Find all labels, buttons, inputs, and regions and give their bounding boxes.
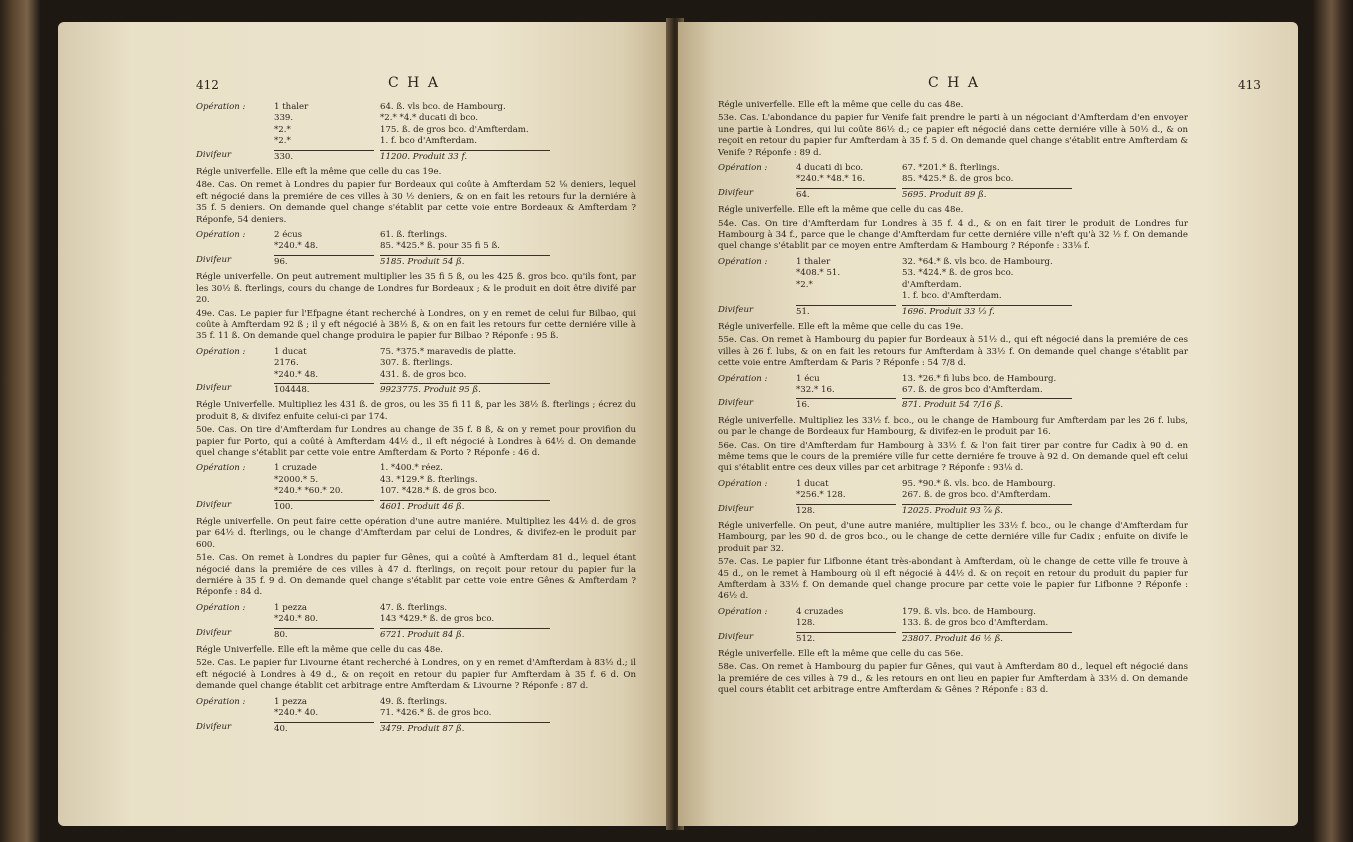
paragraph: 50e. Cas. On tire d'Amfterdam fur Londres au change de 35 f. 8 ß, & on y remet pour provifion du papier fur Porto, qui a coûté à Amfterdam 44½ d., il eft négocié à Londres à 64½ d. On demande quel change s'établit par cette voie entre Amfterdam & Porto ? Réponfe : 46 d. <box>196 425 636 458</box>
right-page-text <box>718 98 1188 697</box>
divisor-value: 64. <box>796 188 896 201</box>
paragraph: Régle univerfelle. On peut faire cette opération d'une autre maniére. Multipliez les 44½ d. de gros par 64½ d. fterlings, ou le change d'Amfterdam par celui de Londres, & divifez-en le produit par 600. <box>196 517 636 550</box>
paragraph: 57e. Cas. Le papier fur Lifbonne étant très-abondant à Amfterdam, où le change de cette ville fe trouve à 45 d., on le remet à Hambourg où il eft négocié à 44½ d. & on reçoit en retour du produit du papier fur Amfterdam à 33½ f. On demande quel change procure par cette voie le papier fur Lifbonne ? Réponfe : 46½ d. <box>718 557 1188 602</box>
divisor-value: 96. <box>274 255 374 268</box>
paragraph: Régle univerfelle. On peut, d'une autre maniére, multiplier les 33½ f. bco., ou le change d'Amfterdam fur Hambourg, par les 90 d. de gros bco., ou le change de cette derniére ville fur Cadix ; enfuite on divife le produit par 32. <box>718 521 1188 554</box>
operation-left-column: 4 ducati di bco. *240.* *48.* 16. <box>796 163 866 185</box>
product-result: 23807. Produit 46 ½ ß. <box>902 632 1072 645</box>
paragraph: 58e. Cas. On remet à Hambourg du papier fur Gênes, qui vaut à Amfterdam 80 d., lequel eft négocié dans la premiére de ces villes à 79 d., & les retours en ont lieu en papier fur Amfterdam à 33½ d. On demande quel cours établit cet arbitrage entre Amfterdam & Gênes ? Réponfe : 83 d. <box>718 662 1188 696</box>
paragraph: Régle univerfelle. Elle eft la même que celle du cas 48e. <box>718 205 964 216</box>
paragraph: 55e. Cas. On remet à Hambourg du papier fur Bordeaux à 51½ d., qui eft négocié dans la premiére de ces villes à 26 f. lubs, & on en fait les retours fur Amfterdam à 33½ f. On demande quel change s'établit par cette voie entre Amfterdam & Paris ? Réponfe : 54 7/8 d. <box>718 335 1188 369</box>
divisor-value: 100. <box>274 500 374 513</box>
divisor-value: 104448. <box>274 383 374 396</box>
divisor-label: Divifeur <box>718 304 754 315</box>
paragraph: 53e. Cas. L'abondance du papier fur Venife fait prendre le parti à un négociant d'Amfterdam d'en envoyer une partie à Londres, qui lui coûte 86½ d.; ce papier eft négocié dans cette derniére ville à 50½ d., & on reçoit en retour du papier fur Amfterdam à 35 f. 5 d. On demande quel change s'établit entre Amfterdam & Venife ? Réponfe : 89 d. <box>718 113 1188 158</box>
product-result: 4601. Produit 46 ß. <box>380 500 550 513</box>
divisor-label: Divifeur <box>718 187 754 198</box>
divisor-row <box>718 632 1188 645</box>
paragraph: Régle univerfelle. Elle eft la même que celle du cas 48e. <box>718 100 964 110</box>
operation-right-column: 61. ß. fterlings. 85. *425.* ß. pour 35 fi 5 ß. <box>380 230 500 252</box>
divisor-value: 512. <box>796 632 896 645</box>
paragraph: Régle Univerfelle. Elle eft la même que celle du cas 48e. <box>196 645 444 656</box>
divisor-value: 16. <box>796 398 896 411</box>
divisor-label: Divifeur <box>196 627 232 638</box>
operation-label: Opération : <box>196 602 246 613</box>
running-head-right: C H A <box>928 75 980 91</box>
operation-left-column: 1 pezza *240.* 40. <box>274 696 319 719</box>
product-result: 5185. Produit 54 ß. <box>380 255 550 268</box>
operation-label: Opération : <box>196 463 246 474</box>
operation-label: Opération : <box>718 256 768 267</box>
operation-block <box>718 374 1188 397</box>
operation-left-column: 1 écu *32.* 16. <box>796 373 835 395</box>
divisor-row <box>196 628 636 641</box>
divisor-row <box>196 150 636 163</box>
operation-label: Opération : <box>196 230 246 241</box>
divisor-label: Divifeur <box>196 254 232 265</box>
divisor-label: Divifeur <box>718 398 754 409</box>
operation-block <box>718 163 1188 186</box>
divisor-row <box>718 504 1188 517</box>
operation-block <box>718 607 1188 630</box>
paragraph: Régle univerfelle. Elle eft la même que celle du cas 19e. <box>718 321 964 332</box>
operation-right-column: 32. *64.* ß. vls bco. de Hambourg. 53. *424.* ß. de gros bco. d'Amfterdam. 1. f. bco. d'Amfterdam. <box>902 256 1053 302</box>
divisor-value: 40. <box>274 722 374 735</box>
operation-right-column: 13. *26.* fi lubs bco. de Hambourg. 67. ß. de gros bco d'Amfterdam. <box>902 373 1057 395</box>
operation-left-column: 1 ducat 2176. *240.* 48. <box>274 346 319 380</box>
page-number-right: 413 <box>1238 78 1261 92</box>
operation-label: Opération : <box>196 346 246 357</box>
operation-right-column: 1. *400.* réez. 43. *129.* ß. fterlings. 107. *428.* ß. de gros bco. <box>380 463 497 497</box>
operation-right-column: 179. ß. vls. bco. de Hambourg. 133. ß. de gros bco d'Amfterdam. <box>902 606 1049 629</box>
operation-right-column: 49. ß. fterlings. 71. *426.* ß. de gros bco. <box>380 696 492 719</box>
page-number-left: 412 <box>196 78 219 92</box>
divisor-row <box>196 500 636 513</box>
divisor-row <box>718 188 1188 201</box>
divisor-label: Divifeur <box>196 721 232 732</box>
operation-right-column: 67. *201.* ß. fterlings. 85. *425.* ß. de gros bco. <box>902 163 1014 185</box>
product-result: 1696. Produit 33 ⅓ f. <box>902 305 1072 318</box>
paragraph: 54e. Cas. On tire d'Amfterdam fur Londres à 35 f. 4 d., & on en fait tirer le produit de Londres fur Hambourg à 34 f., parce que le change d'Amfterdam fur cette derniére ville n'eft qu'à 32 ½ f. On demande quel change s'établit par ce moyen entre Amfterdam & Hambourg ? Réponfe : 33⅛ f. <box>718 218 1188 252</box>
paragraph: 48e. Cas. On remet à Londres du papier fur Bordeaux qui coûte à Amfterdam 52 ⅛ deniers, lequel eft négocié dans la premiére de ces villes à 30 ½ deniers, & on en fait les retours fur la derniére à 35 f. 5 deniers. On demande quel change s'établit par cette voie entre Bordeaux & Amfterdam ? Réponfe, 54 deniers. <box>196 180 636 225</box>
operation-left-column: 1 pezza *240.* 80. <box>274 602 319 625</box>
product-result: 6721. Produit 84 ß. <box>380 628 550 641</box>
product-result: 9923775. Produit 95 ß. <box>380 383 550 396</box>
paragraph: 56e. Cas. On tire d'Amfterdam fur Hambourg à 33½ f. & l'on fait tirer par contre fur Cadix à 90 d. en même tems que le cours de la premiére ville fur cette derniére fe trouve à 92 d. On demande quel eft celui qui s'établit entre ces deux villes par cet arbitrage ? Réponfe : 93⅛ d. <box>718 440 1188 474</box>
paragraph: 52e. Cas. Le papier fur Livourne étant recherché à Londres, on y en remet d'Amfterdam à 83½ d.; il eft négocié à Londres à 49 d., & on reçoit en retour du papier fur Amfterdam à 35 f. 6 d. On demande quel change établit cet arbitrage entre Amfterdam & Livourne ? Réponfe : 87 d. <box>196 658 636 692</box>
divisor-label: Divifeur <box>196 499 232 510</box>
operation-left-column: 1 thaler *408.* 51. *2.* <box>796 256 841 290</box>
divisor-label: Divifeur <box>196 149 232 160</box>
operation-block <box>196 697 636 720</box>
operation-block <box>718 479 1188 502</box>
operation-block <box>196 463 636 497</box>
operation-left-column: 2 écus *240.* 48. <box>274 230 319 252</box>
right-page <box>678 22 1298 826</box>
divisor-label: Divifeur <box>718 631 754 642</box>
operation-right-column: 64. ß. vls bco. de Hambourg. *2.* *4.* ducati di bco. 175. ß. de gros bco. d'Amfterdam. 1. f. bco d'Amfterdam. <box>380 102 529 147</box>
divisor-row <box>718 398 1188 411</box>
operation-label: Opération : <box>196 696 246 707</box>
divisor-label: Divifeur <box>196 382 232 393</box>
product-result: 12025. Produit 93 ⅞ ß. <box>902 504 1072 517</box>
divisor-row <box>196 255 636 268</box>
operation-block <box>196 603 636 626</box>
running-head-left: C H A <box>388 75 440 91</box>
divisor-row <box>196 383 636 396</box>
operation-left-column: 1 ducat *256.* 128. <box>796 478 846 501</box>
operation-label: Opération : <box>718 163 768 174</box>
operation-block <box>196 102 636 148</box>
paragraph: Régle univerfelle. Elle eft la même que celle du cas 56e. <box>718 649 964 660</box>
operation-label: Opération : <box>718 373 768 384</box>
left-page-text <box>196 98 636 739</box>
divisor-value: 330. <box>274 150 374 163</box>
operation-right-column: 47. ß. fterlings. 143 *429.* ß. de gros bco. <box>380 602 495 625</box>
paragraph: Régle univerfelle. Multipliez les 33½ f. bco., ou le change de Hambourg fur Amfterdam par les 26 f. lubs, ou par le change de Bordeaux fur Hambourg, & divifez-en le produit par 16. <box>718 415 1188 438</box>
paragraph: Régle univerfelle. On peut autrement multiplier les 35 fi 5 ß, ou les 425 ß. gros bco. qu'ils font, par les 30½ ß. fterlings, cours du change de Londres fur Bordeaux ; & le produit en doit être divifé par 20. <box>196 272 636 306</box>
product-result: 871. Produit 54 7/16 ß. <box>902 398 1072 411</box>
paragraph: 49e. Cas. Le papier fur l'Efpagne étant recherché à Londres, on y en remet de celui fur Bilbao, qui coûte à Amfterdam 92 ß ; il y eft négocié à 38½ ß, & on en fait les retours fur cette derniére ville à 35 f. 11 ß. On demande quel change produira le papier fur Bilbao ? Réponfe : 95 ß. <box>196 308 636 342</box>
operation-label: Opération : <box>196 102 246 112</box>
left-page <box>58 22 672 826</box>
paragraph: 51e. Cas. On remet à Londres du papier fur Gênes, qui a coûté à Amfterdam 81 d., lequel étant négocié dans la premiére de ces villes à 47 d. fterlings, on reçoit pour retour du papier fur la derniére à 35 f. 9 d. On demande quel change s'établit par cette voie entre Gênes & Amfterdam ? Réponfe : 84 d. <box>196 553 636 598</box>
divisor-value: 51. <box>796 305 896 318</box>
operation-right-column: 75. *375.* maravedis de platte. 307. ß. fterlings. 431. ß. de gros bco. <box>380 346 517 380</box>
divisor-row <box>196 722 636 735</box>
paragraph: Régle univerfelle. Elle eft la même que celle du cas 19e. <box>196 167 442 178</box>
product-result: 11200. Produit 33 f. <box>380 150 550 163</box>
divisor-value: 80. <box>274 628 374 641</box>
product-result: 5695. Produit 89 ß. <box>902 188 1072 201</box>
divisor-label: Divifeur <box>718 503 754 514</box>
operation-label: Opération : <box>718 478 768 489</box>
operation-left-column: 4 cruzades 128. <box>796 606 844 629</box>
operation-block <box>196 230 636 253</box>
operation-left-column: 1 cruzade *2000.* 5. *240.* *60.* 20. <box>274 463 344 497</box>
operation-block <box>196 347 636 381</box>
operation-left-column: 1 thaler 339. *2.* *2.* <box>274 102 309 147</box>
paragraph: Régle Univerfelle. Multipliez les 431 ß. de gros, ou les 35 fi 11 ß, par les 38½ ß. fterlings ; écrez du produit 8, & divifez enfuite celui-ci par 174. <box>196 400 636 422</box>
operation-right-column: 95. *90.* ß. vls. bco. de Hambourg. 267. ß. de gros bco. d'Amfterdam. <box>902 478 1056 501</box>
operation-block <box>718 257 1188 303</box>
operation-label: Opération : <box>718 606 768 617</box>
divisor-value: 128. <box>796 504 896 517</box>
divisor-row <box>718 305 1188 318</box>
product-result: 3479. Produit 87 ß. <box>380 722 550 735</box>
